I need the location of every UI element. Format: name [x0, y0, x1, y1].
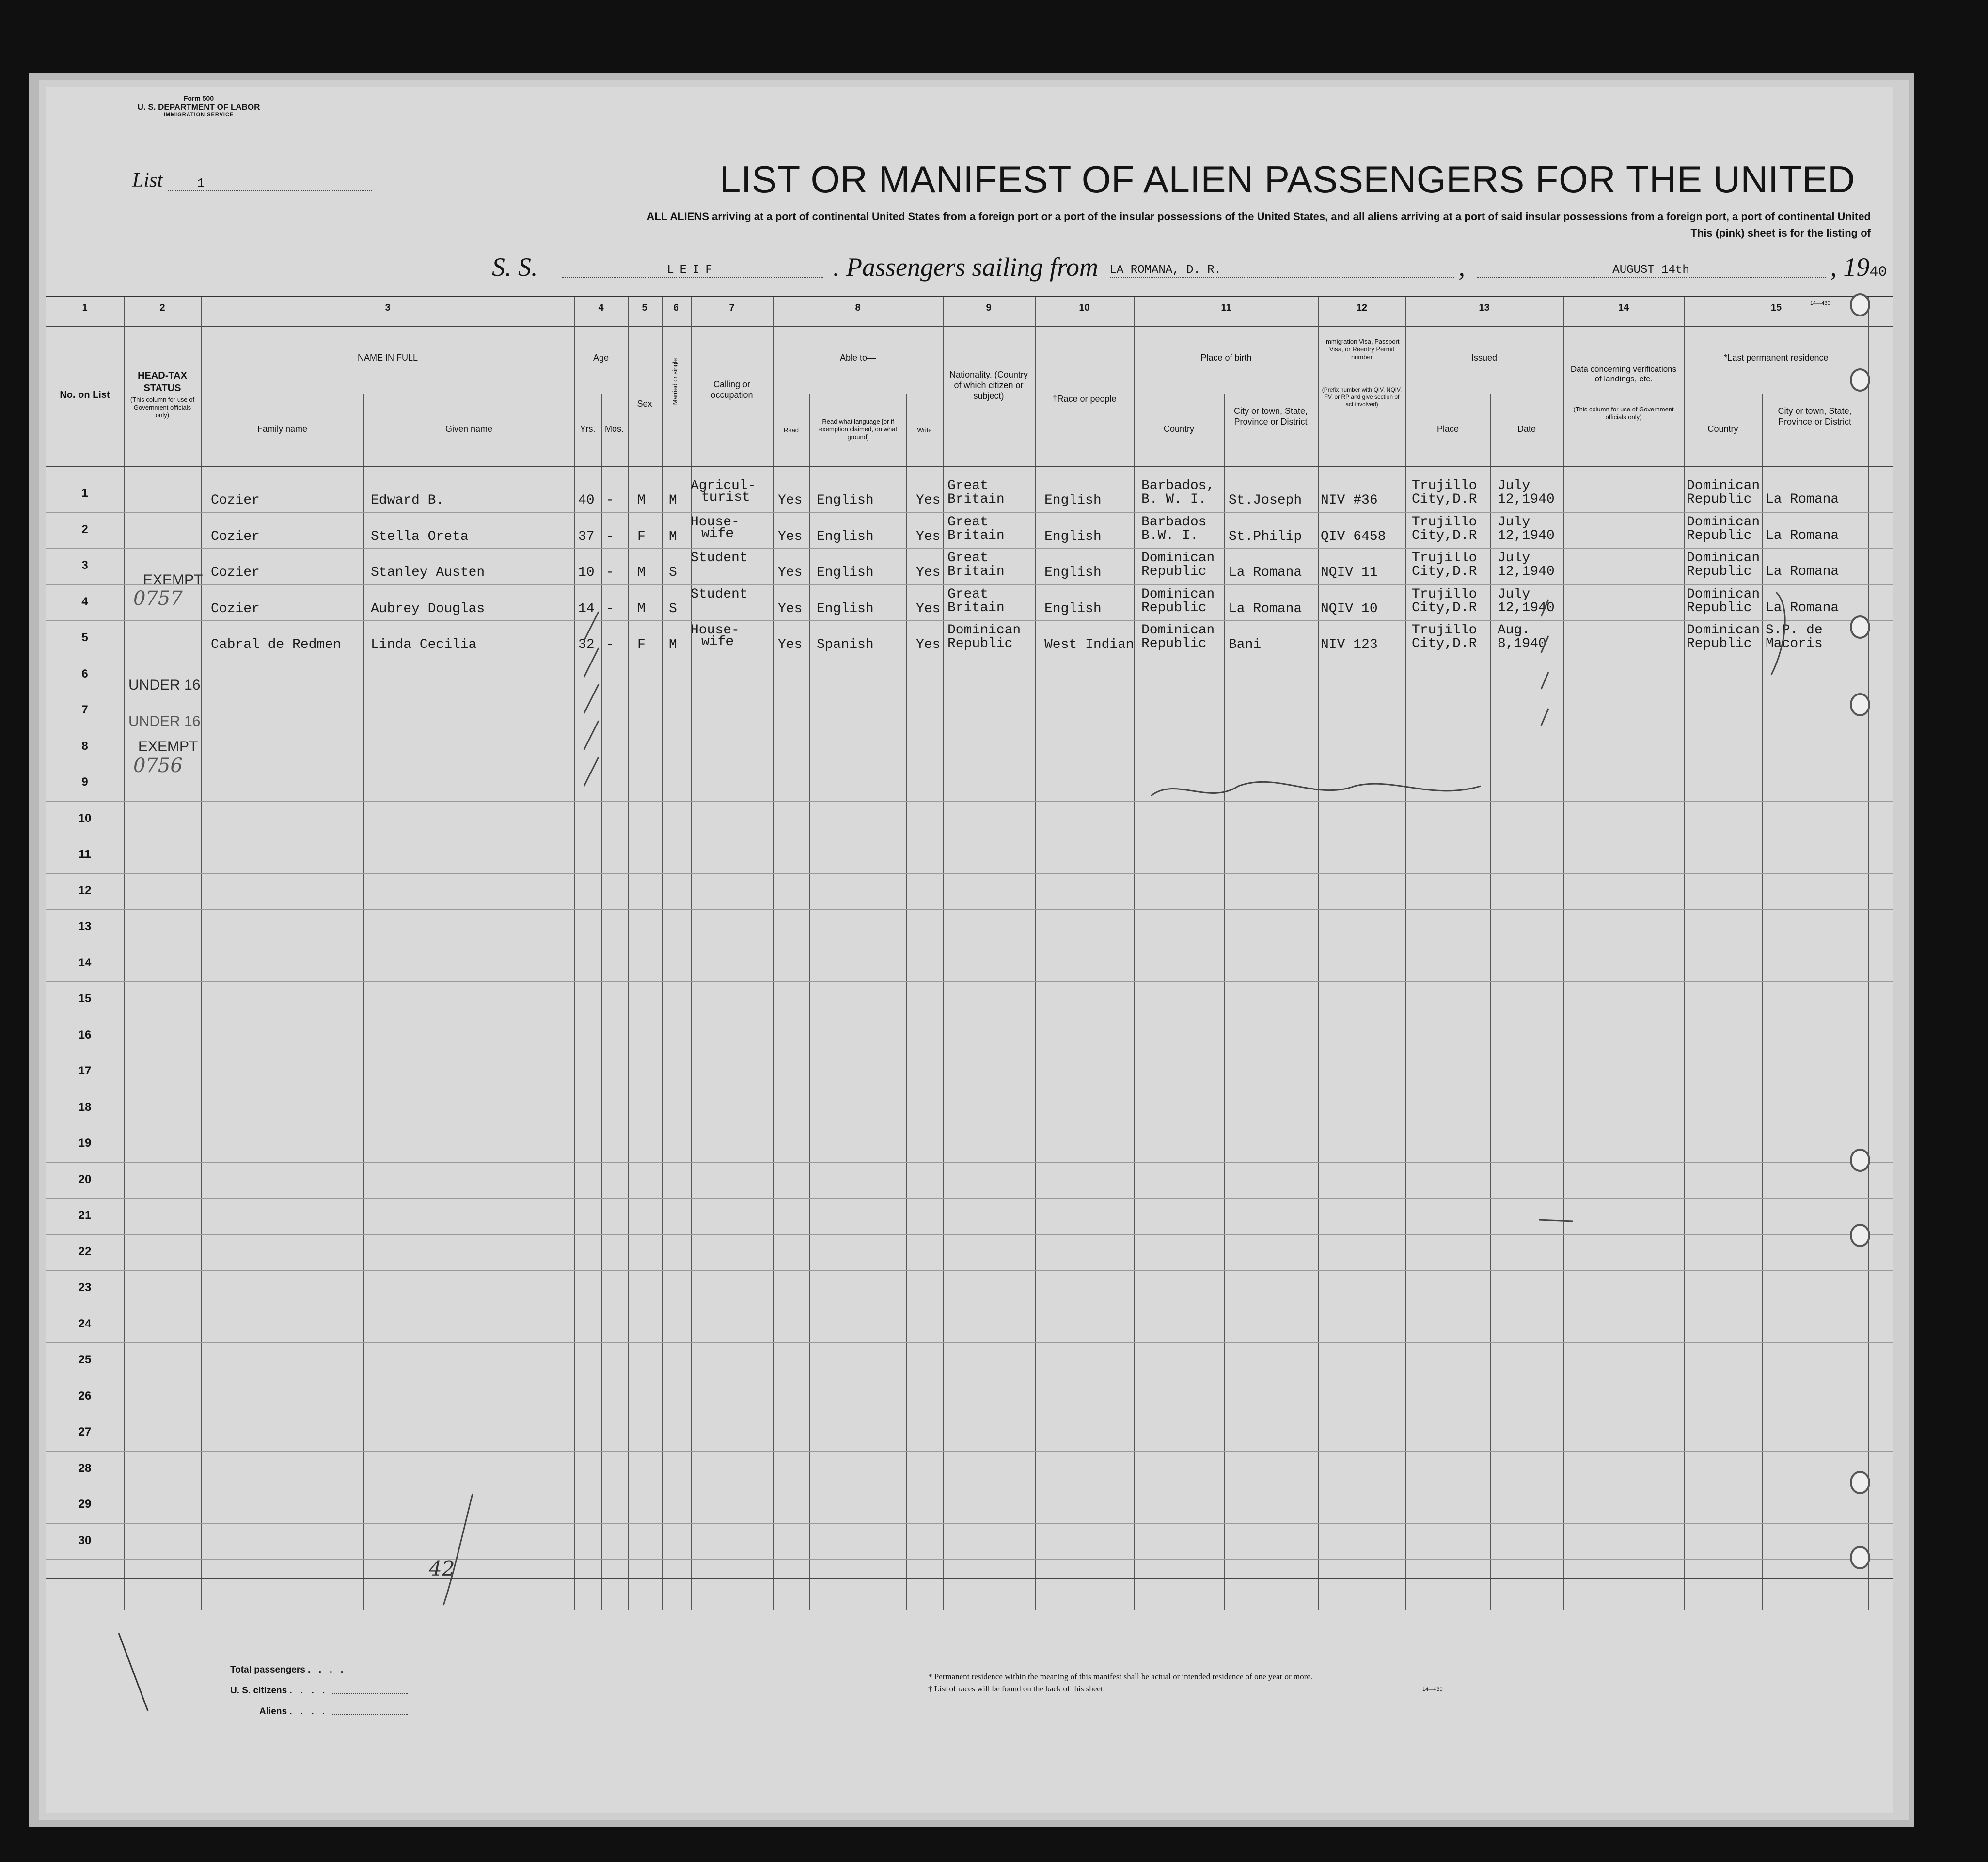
row-number: 19: [78, 1136, 92, 1150]
hdr-mos: Mos.: [604, 424, 624, 434]
issued-place-cell: Trujillo: [1412, 586, 1477, 602]
row-number: 30: [78, 1533, 92, 1547]
row-number: 18: [78, 1100, 92, 1114]
age-years-cell: 14: [578, 601, 595, 616]
birth-country-cell-2: Republic: [1141, 564, 1207, 579]
row-number: 26: [78, 1389, 92, 1403]
row-number: 24: [78, 1317, 92, 1330]
birth-city-cell: La Romana: [1229, 565, 1302, 580]
read-cell: Yes: [778, 637, 803, 652]
service-name: IMMIGRATION SERVICE: [163, 111, 234, 118]
margin-marks: [46, 87, 1893, 1813]
issued-date-cell: July: [1498, 586, 1530, 602]
sex-cell: F: [637, 529, 646, 544]
row-number: 9: [81, 775, 88, 789]
col-num-14: 14: [1618, 302, 1629, 313]
hdr-no-on-list: No. on List: [60, 390, 110, 400]
birth-country-cell-2: B. W. I.: [1141, 492, 1207, 507]
binder-hole-3: [1850, 615, 1870, 639]
col-num-9: 9: [986, 302, 992, 313]
occupation-cell-2: turist: [701, 490, 750, 505]
hdr-read: Read: [783, 426, 799, 434]
hdr-visa: Immigration Visa, Passport Visa, or Reentry Permit number: [1324, 338, 1400, 361]
year-prefix: 19: [1843, 252, 1870, 282]
row-number: 12: [78, 884, 92, 897]
nationality-cell-2: Britain: [947, 600, 1005, 615]
nationality-cell-2: Britain: [947, 528, 1005, 543]
family-name-cell: Cabral de Redmen: [211, 637, 341, 652]
row-number: 14: [78, 956, 92, 969]
col-num-11: 11: [1221, 302, 1231, 313]
hdr-name-in-full: NAME IN FULL: [357, 353, 418, 363]
birth-country-cell-2: B.W. I.: [1141, 528, 1199, 543]
col-num-10: 10: [1079, 302, 1090, 313]
footer-form-code: 14—430: [1422, 1687, 1443, 1692]
hdr-family-name: Family name: [257, 424, 308, 434]
binder-hole-4: [1850, 693, 1870, 716]
residence-country-cell: Dominican: [1687, 551, 1760, 566]
row-number: 11: [79, 848, 91, 861]
race-cell: English: [1044, 601, 1102, 616]
sex-cell: M: [637, 493, 646, 508]
col-num-2: 2: [159, 302, 165, 313]
hdr-head-tax: HEAD-TAX STATUS: [138, 370, 187, 394]
hdr-birth-city: City or town, State, Province or District: [1233, 406, 1308, 426]
married-cell: S: [669, 565, 677, 580]
birth-city-cell: St.Philip: [1229, 529, 1302, 544]
visa-cell: NQIV 10: [1321, 601, 1378, 616]
language-cell: English: [817, 493, 874, 508]
hdr-issued: Issued: [1471, 353, 1498, 363]
col-num-4: 4: [598, 302, 604, 313]
corner-code: 14—430: [1810, 300, 1830, 306]
issued-place-cell: Trujillo: [1412, 514, 1477, 530]
write-cell: Yes: [916, 565, 941, 580]
residence-city-cell-2: La Romana: [1766, 492, 1839, 507]
binder-hole-8: [1850, 1546, 1870, 1569]
row-number: 23: [78, 1281, 92, 1294]
col-num-8: 8: [855, 302, 861, 313]
occupation-cell: Student: [691, 551, 748, 566]
age-months-cell: -: [606, 529, 614, 544]
footnote-residence: * Permanent residence within the meaning of this manifest shall be actual or intended residence of one year or more.: [928, 1672, 1313, 1681]
given-name-cell: Linda Cecilia: [371, 637, 477, 652]
hdr-last-residence: *Last permanent residence: [1724, 353, 1829, 363]
birth-country-cell: Dominican: [1141, 586, 1215, 602]
row-number: 22: [78, 1245, 92, 1258]
residence-city-cell-2: Macoris: [1766, 636, 1823, 651]
issued-date-cell-2: 12,1940: [1498, 564, 1555, 579]
residence-city-cell-2: La Romana: [1766, 600, 1839, 615]
hdr-age: Age: [593, 353, 609, 363]
head-tax-stamp-row-1: EXEMPT: [143, 572, 203, 588]
age-years-cell: 10: [578, 565, 595, 580]
residence-country-cell-2: Republic: [1687, 528, 1752, 543]
row-number: 4: [81, 595, 88, 608]
departure-date: AUGUST 14th: [1477, 264, 1826, 278]
footer-us-citizens: U. S. citizens . . . .: [230, 1686, 408, 1696]
residence-country-cell-2: Republic: [1687, 492, 1752, 507]
residence-city-cell: S.P. de: [1766, 623, 1823, 638]
residence-city-cell-2: La Romana: [1766, 564, 1839, 579]
write-cell: Yes: [916, 637, 941, 652]
occupation-cell-2: wife: [701, 526, 734, 541]
issued-date-cell-2: 12,1940: [1498, 528, 1555, 543]
hdr-given-name: Given name: [445, 424, 493, 434]
nationality-cell: Great: [947, 586, 989, 602]
family-name-cell: Cozier: [211, 493, 260, 508]
read-cell: Yes: [778, 529, 803, 544]
issued-place-cell: Trujillo: [1412, 551, 1477, 566]
col-num-1: 1: [82, 302, 88, 313]
row-number: 21: [78, 1209, 92, 1222]
hdr-race: †Race or people: [1052, 394, 1117, 404]
nationality-cell-2: Republic: [947, 636, 1013, 651]
row-number: 20: [78, 1172, 92, 1186]
birth-city-cell: La Romana: [1229, 601, 1302, 616]
language-cell: English: [817, 529, 874, 544]
married-cell: M: [669, 493, 677, 508]
issued-place-cell: Trujillo: [1412, 478, 1477, 493]
nationality-cell-2: Britain: [947, 564, 1005, 579]
row-number: 7: [81, 703, 88, 716]
issued-date-cell: July: [1498, 514, 1530, 530]
occupation-cell: House-: [691, 623, 740, 638]
list-number: 1: [168, 176, 372, 191]
row-number: 28: [78, 1461, 92, 1475]
hdr-able-to: Able to—: [839, 353, 876, 363]
hdr-married: Married or single: [671, 358, 678, 405]
nationality-cell-2: Britain: [947, 492, 1005, 507]
manifest-sheet: [46, 87, 1893, 1813]
nationality-cell: Great: [947, 514, 989, 530]
hdr-issued-place: Place: [1436, 424, 1459, 434]
row-number: 3: [81, 559, 88, 572]
handwritten-number-0757: 0757: [133, 587, 183, 610]
residence-country-cell: Dominican: [1687, 478, 1760, 493]
hdr-head-tax-note: (This column for use of Government officials only): [130, 396, 195, 419]
birth-country-cell: Barbados: [1141, 514, 1207, 530]
footer-aliens: Aliens . . . .: [259, 1706, 408, 1717]
hdr-write: Write: [917, 426, 932, 434]
age-months-cell: -: [606, 493, 614, 508]
year-suffix: 40: [1869, 264, 1887, 281]
residence-country-cell-2: Republic: [1687, 636, 1752, 651]
row-number: 29: [78, 1498, 92, 1511]
row-number: 1: [81, 487, 88, 500]
row-number: 16: [78, 1028, 92, 1041]
hdr-place-of-birth: Place of birth: [1200, 353, 1252, 363]
birth-country-cell: Dominican: [1141, 623, 1215, 638]
birth-country-cell: Barbados,: [1141, 478, 1215, 493]
occupation-cell: Student: [691, 586, 748, 602]
sailing-label: Passengers sailing from: [846, 252, 1099, 282]
family-name-cell: Cozier: [211, 565, 260, 580]
family-name-cell: Cozier: [211, 601, 260, 616]
head-tax-stamp-row-5: EXEMPT: [138, 739, 198, 755]
issued-date-cell: July: [1498, 551, 1530, 566]
race-cell: West Indian: [1044, 637, 1134, 652]
visa-cell: NQIV 11: [1321, 565, 1378, 580]
given-name-cell: Edward B.: [371, 493, 444, 508]
col-num-13: 13: [1479, 302, 1490, 313]
hdr-data-landings: Data concerning verifications of landings, etc.: [1570, 364, 1677, 383]
nationality-cell: Great: [947, 478, 989, 493]
handwritten-number-0756: 0756: [133, 755, 183, 777]
issued-place-cell-2: City,D.R: [1412, 564, 1477, 579]
head-tax-stamp-row-4: UNDER 16: [128, 713, 201, 729]
departure-port: LA ROMANA, D. R.: [1110, 264, 1454, 278]
write-cell: Yes: [916, 601, 941, 616]
issued-place-cell-2: City,D.R: [1412, 528, 1477, 543]
residence-country-cell: Dominican: [1687, 514, 1760, 530]
issued-place-cell-2: City,D.R: [1412, 636, 1477, 651]
residence-country-cell-2: Republic: [1687, 564, 1752, 579]
sex-cell: M: [637, 565, 646, 580]
occupation-cell-2: wife: [701, 634, 734, 649]
read-cell: Yes: [778, 493, 803, 508]
issued-date-cell-2: 8,1940: [1498, 636, 1546, 651]
issued-place-cell-2: City,D.R: [1412, 600, 1477, 615]
col-num-15: 15: [1770, 302, 1782, 313]
race-cell: English: [1044, 493, 1102, 508]
manifest-title: LIST OR MANIFEST OF ALIEN PASSENGERS FOR THE UNITED: [720, 158, 1855, 201]
row-number: 25: [78, 1353, 92, 1366]
age-months-cell: -: [606, 565, 614, 580]
head-tax-stamp-row-3: UNDER 16: [128, 677, 201, 693]
row-number: 2: [81, 522, 88, 536]
department-name: U. S. DEPARTMENT OF LABOR: [137, 102, 260, 112]
birth-city-cell: Bani: [1229, 637, 1262, 652]
residence-country-cell: Dominican: [1687, 586, 1760, 602]
visa-cell: NIV 123: [1321, 637, 1378, 652]
hdr-yrs: Yrs.: [580, 424, 596, 434]
row-number: 27: [78, 1425, 92, 1438]
subtitle-line-1: ALL ALIENS arriving at a port of continental United States from a foreign port or a port of the insular possessions of the United States, and all aliens arriving at a port of said insular possessions from a foreign port, a port of continental United: [647, 210, 1871, 222]
row-number: 13: [78, 920, 92, 933]
residence-country-cell-2: Republic: [1687, 600, 1752, 615]
race-cell: English: [1044, 565, 1102, 580]
sex-cell: F: [637, 637, 646, 652]
given-name-cell: Aubrey Douglas: [371, 601, 485, 616]
birth-country-cell-2: Republic: [1141, 636, 1207, 651]
hdr-issued-date: Date: [1517, 424, 1536, 434]
issued-date-cell: July: [1498, 478, 1530, 493]
married-cell: S: [669, 601, 677, 616]
ship-name: LEIF: [562, 264, 823, 278]
language-cell: Spanish: [817, 637, 874, 652]
ship-line: S. S. LEIF . Passengers sailing from LA ROMANA, D. R. , AUGUST 14th , 1940: [492, 252, 1887, 282]
col-num-3: 3: [385, 302, 391, 313]
col-num-5: 5: [642, 302, 647, 313]
sex-cell: M: [637, 601, 646, 616]
residence-country-cell: Dominican: [1687, 623, 1760, 638]
birth-country-cell-2: Republic: [1141, 600, 1207, 615]
row-number: 5: [81, 631, 88, 644]
visa-cell: QIV 6458: [1321, 529, 1386, 544]
write-cell: Yes: [916, 493, 941, 508]
given-name-cell: Stanley Austen: [371, 565, 485, 580]
issued-date-cell-2: 12,1940: [1498, 600, 1555, 615]
subtitle-line-2: This (pink) sheet is for the listing of: [1690, 227, 1871, 239]
row-number: 15: [78, 992, 92, 1005]
col-num-12: 12: [1356, 302, 1368, 313]
row-number: 6: [81, 667, 88, 680]
issued-date-cell-2: 12,1940: [1498, 492, 1555, 507]
col-num-6: 6: [673, 302, 679, 313]
married-cell: M: [669, 637, 677, 652]
row-number: 8: [81, 739, 88, 753]
age-months-cell: -: [606, 601, 614, 616]
hdr-res-city: City or town, State, Province or District: [1778, 406, 1852, 426]
issued-date-cell: Aug.: [1498, 623, 1530, 638]
hdr-calling: Calling or occupation: [710, 379, 753, 400]
hdr-res-country: Country: [1707, 424, 1738, 434]
binder-hole-7: [1850, 1471, 1870, 1494]
row-number: 10: [78, 811, 92, 825]
issued-place-cell: Trujillo: [1412, 623, 1477, 638]
birth-city-cell: St.Joseph: [1229, 493, 1302, 508]
age-years-cell: 32: [578, 637, 595, 652]
issued-place-cell-2: City,D.R: [1412, 492, 1477, 507]
hdr-sex: Sex: [637, 399, 652, 409]
hdr-read-language: Read what language [or if exemption claimed, on what ground]: [819, 418, 898, 441]
read-cell: Yes: [778, 601, 803, 616]
col-num-7: 7: [729, 302, 735, 313]
binder-hole-2: [1850, 368, 1870, 392]
binder-hole-5: [1850, 1149, 1870, 1172]
hdr-data-landings-note: (This column for use of Government officials only): [1573, 406, 1674, 421]
occupation-cell: House-: [691, 514, 740, 530]
occupation-cell: Agricul-: [691, 478, 756, 493]
visa-cell: NIV #36: [1321, 493, 1378, 508]
binder-hole-6: [1850, 1224, 1870, 1247]
footer-total-passengers: Total passengers . . . .: [230, 1665, 426, 1675]
given-name-cell: Stella Oreta: [371, 529, 469, 544]
margin-stroke: [119, 1633, 148, 1711]
write-cell: Yes: [916, 529, 941, 544]
hdr-visa-note: (Prefix number with QIV, NQIV, FV, or RP and give section of act involved): [1322, 386, 1402, 408]
row-number: 17: [78, 1064, 92, 1077]
birth-country-cell: Dominican: [1141, 551, 1215, 566]
age-months-cell: -: [606, 637, 614, 652]
footnote-races: † List of races will be found on the back of this sheet.: [928, 1684, 1105, 1693]
nationality-cell: Great: [947, 551, 989, 566]
residence-city-cell-2: La Romana: [1766, 528, 1839, 543]
handwritten-sheet-count: 42: [429, 1557, 455, 1580]
language-cell: English: [817, 601, 874, 616]
age-years-cell: 37: [578, 529, 595, 544]
ss-label: S. S.: [492, 252, 538, 282]
form-number: Form 500: [183, 95, 214, 102]
binder-hole-1: [1850, 293, 1870, 316]
hdr-birth-country: Country: [1163, 424, 1195, 434]
list-label: List: [132, 169, 163, 191]
family-name-cell: Cozier: [211, 529, 260, 544]
read-cell: Yes: [778, 565, 803, 580]
nationality-cell: Dominican: [947, 623, 1021, 638]
race-cell: English: [1044, 529, 1102, 544]
language-cell: English: [817, 565, 874, 580]
age-years-cell: 40: [578, 493, 595, 508]
hdr-nationality: Nationality. (Country of which citizen or subject): [949, 370, 1028, 401]
married-cell: M: [669, 529, 677, 544]
